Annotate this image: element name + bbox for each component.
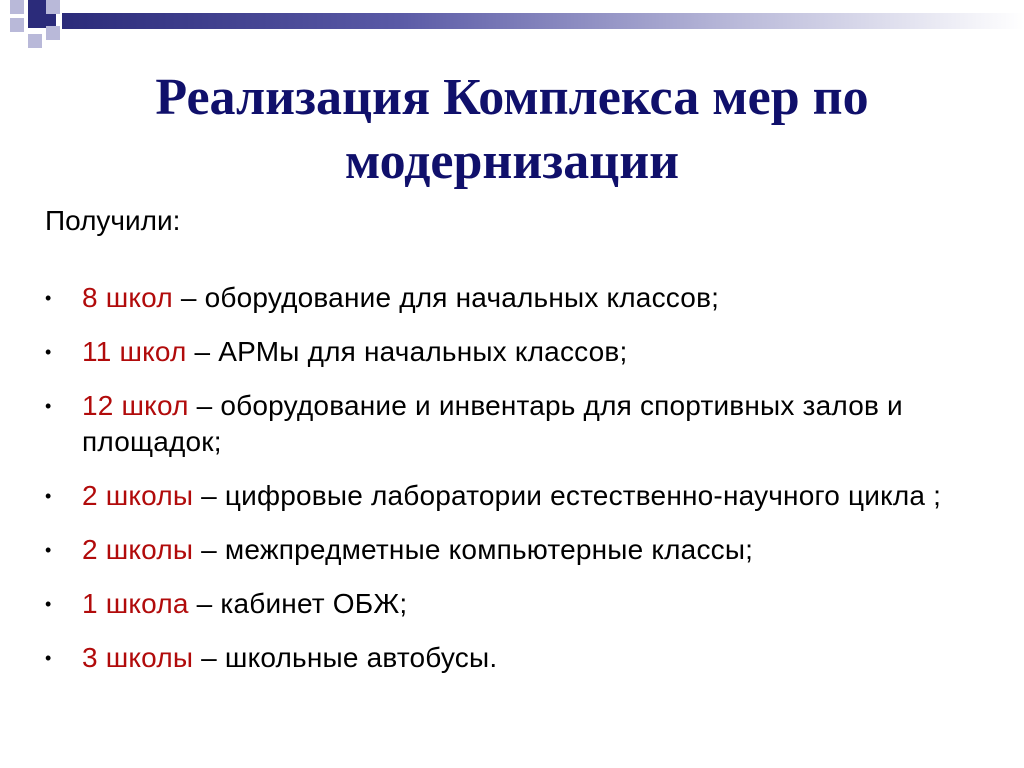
list-item (45, 478, 995, 514)
bullet-list (45, 280, 995, 694)
slide-title: Реализация Комплекса мер по модернизации (155, 69, 869, 190)
deco-gradient-bar (62, 13, 1024, 29)
item-text: – кабинет ОБЖ; (188, 588, 408, 619)
deco-square-light-2 (46, 0, 60, 14)
bullet-icon: • (45, 288, 52, 308)
deco-square-light-1 (10, 0, 24, 14)
deco-square-light-5 (46, 26, 60, 40)
bullet-icon: • (45, 648, 52, 668)
item-text: – АРМы для начальных классов; (186, 336, 628, 367)
deco-square-light-3 (10, 18, 24, 32)
bullet-icon: • (45, 396, 52, 416)
item-text: – цифровые лаборатории естественно-научного цикла ; (193, 480, 942, 511)
bullet-icon: • (45, 594, 52, 614)
item-count: 11 школ (82, 336, 187, 367)
list-item (45, 388, 995, 460)
list-item (45, 280, 995, 316)
list-item (45, 586, 995, 622)
item-count: 8 школ (82, 282, 173, 313)
item-count: 12 школ (82, 390, 189, 421)
intro-text: Получили: (45, 205, 181, 236)
deco-square-light-4 (28, 34, 42, 48)
list-item (45, 532, 995, 568)
item-text: – оборудование и инвентарь для спортивных залов и площадок; (82, 390, 903, 457)
decorative-header (0, 0, 1024, 60)
item-count: 2 школы (82, 534, 194, 565)
item-text: – оборудование для начальных классов; (172, 282, 720, 313)
list-item (45, 334, 995, 370)
bullet-icon: • (45, 486, 52, 506)
bullet-icon: • (45, 540, 52, 560)
bullet-icon: • (45, 342, 52, 362)
list-item (45, 640, 995, 676)
item-count: 3 школы (82, 642, 194, 673)
item-text: – школьные автобусы. (193, 642, 498, 673)
item-count: 2 школы (82, 480, 194, 511)
item-count: 1 школа (82, 588, 189, 619)
item-text: – межпредметные компьютерные классы; (193, 534, 754, 565)
